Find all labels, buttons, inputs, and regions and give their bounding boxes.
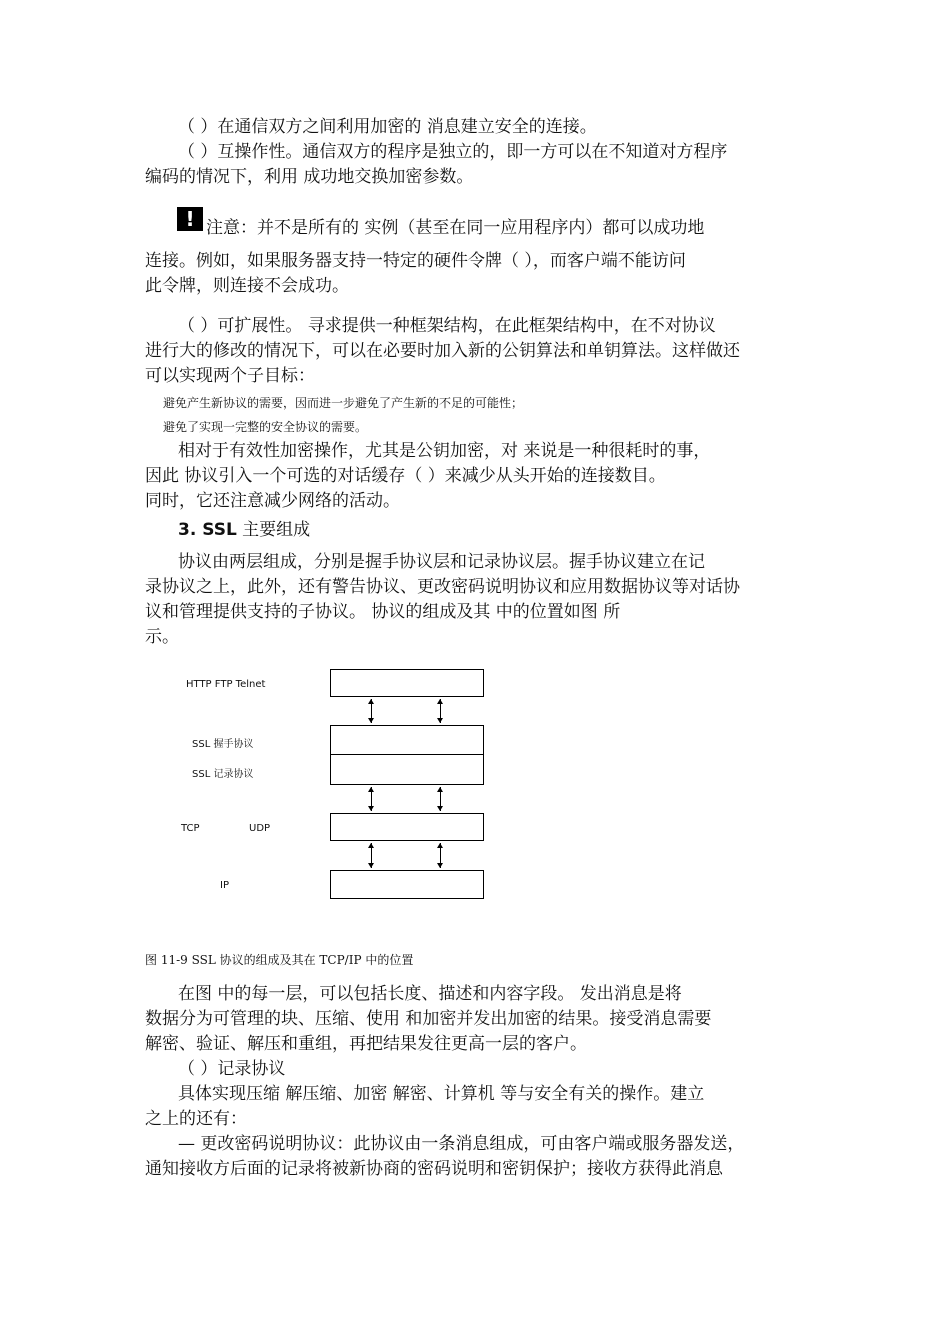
arrow-icon bbox=[371, 787, 372, 811]
para-line: 数据分为可管理的块、压缩、使用 和加密并发出加密的结果。接受消息需要 bbox=[145, 1009, 712, 1029]
para-line: 之上的还有： bbox=[145, 1109, 247, 1129]
sub-item: 避免产生新协议的需要，因而进一步避免了产生新的不足的可能性； bbox=[163, 396, 524, 410]
arrow-icon bbox=[371, 843, 372, 868]
app-layer-box bbox=[330, 669, 484, 697]
para-line: 通知接收方后面的记录将被新协商的密码说明和密钥保护；接收方获得此消息 bbox=[145, 1159, 723, 1179]
handshake-layer-box bbox=[330, 725, 484, 755]
para-line: 在图 中的每一层，可以包括长度、描述和内容字段。 发出消息是将 bbox=[178, 984, 682, 1004]
para-line: （ ）互操作性。通信双方的程序是独立的，即一方可以在不知道对方程序 bbox=[178, 142, 728, 162]
label-app: HTTP FTP Telnet bbox=[186, 679, 266, 690]
para-line: 示。 bbox=[145, 627, 179, 647]
note-line: 此令牌，则连接不会成功。 bbox=[145, 276, 349, 296]
exclamation-icon: ! bbox=[177, 207, 203, 231]
sub-item: 避免了实现一完整的安全协议的需要。 bbox=[163, 420, 368, 434]
para-line: 议和管理提供支持的子协议。 协议的组成及其 中的位置如图 所 bbox=[145, 602, 621, 622]
para-line: 进行大的修改的情况下，可以在必要时加入新的公钥算法和单钥算法。这样做还 bbox=[145, 341, 740, 361]
para-line: （ ）可扩展性。 寻求提供一种框架结构，在此框架结构中，在不对协议 bbox=[178, 316, 716, 336]
para-line: 编码的情况下，利用 成功地交换加密参数。 bbox=[145, 167, 474, 187]
section-heading bbox=[178, 518, 810, 542]
para-line: — 更改密码说明协议：此协议由一条消息组成，可由客户端或服务器发送， bbox=[178, 1134, 745, 1154]
label-ip: IP bbox=[220, 880, 229, 891]
label-tcp: TCP bbox=[181, 823, 200, 834]
para-line: 解密、验证、解压和重组，再把结果发往更高一层的客户。 bbox=[145, 1034, 587, 1054]
transport-layer-box bbox=[330, 813, 484, 841]
para-line: 同时，它还注意减少网络的活动。 bbox=[145, 491, 400, 511]
para-line: 具体实现压缩 解压缩、加密 解密、计算机 等与安全有关的操作。建立 bbox=[178, 1084, 705, 1104]
figure-caption: 图 11-9 SSL 协议的组成及其在 TCP/IP 中的位置 bbox=[145, 953, 414, 967]
heading-text: 主要组成 bbox=[236, 520, 311, 540]
ip-layer-box bbox=[330, 870, 484, 899]
heading-ssl: . SSL bbox=[189, 520, 237, 540]
arrow-icon bbox=[440, 699, 441, 723]
label-handshake: SSL 握手协议 bbox=[192, 739, 254, 750]
para-line: 协议由两层组成，分别是握手协议层和记录协议层。握手协议建立在记 bbox=[178, 552, 705, 572]
para-line: （ ）记录协议 bbox=[178, 1059, 286, 1079]
note-line: 注意：并不是所有的 实例（甚至在同一应用程序内）都可以成功地 bbox=[206, 218, 705, 238]
arrow-icon bbox=[440, 843, 441, 868]
para-line: 因此 协议引入一个可选的对话缓存（ ）来减少从头开始的连接数目。 bbox=[145, 466, 666, 486]
para-line: 录协议之上，此外，还有警告协议、更改密码说明协议和应用数据协议等对话协 bbox=[145, 577, 740, 597]
record-layer-box bbox=[330, 754, 484, 785]
para-line: （ ）在通信双方之间利用加密的 消息建立安全的连接。 bbox=[178, 117, 597, 137]
label-record: SSL 记录协议 bbox=[192, 769, 254, 780]
para-line: 相对于有效性加密操作，尤其是公钥加密，对 来说是一种很耗时的事， bbox=[178, 441, 711, 461]
note-line: 连接。例如，如果服务器支持一特定的硬件令牌（ ），而客户端不能访问 bbox=[145, 251, 686, 271]
para-line: 可以实现两个子目标： bbox=[145, 366, 315, 386]
arrow-icon bbox=[371, 699, 372, 723]
label-udp: UDP bbox=[249, 823, 271, 834]
arrow-icon bbox=[440, 787, 441, 811]
heading-number: 3 bbox=[178, 520, 190, 540]
